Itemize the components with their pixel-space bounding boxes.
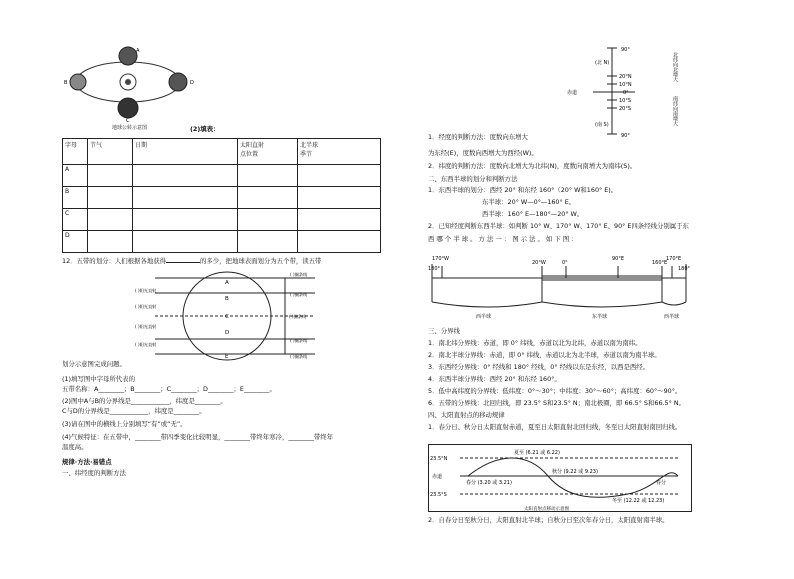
table-header-term: 节气 <box>88 139 133 165</box>
heading-4: 四、太阳直射点的移动规律 <box>428 411 505 419</box>
sun-lat-north: 23.5°N <box>430 456 448 462</box>
earth-orbit-diagram <box>60 42 200 126</box>
table-header-date: 日期 <box>133 139 238 165</box>
para-4b: 西 哪 个 半 球 。 方 法 一 ： 图 示 法 。 如 下 图 ： <box>428 235 578 243</box>
para-6: 2．自春分日至秋分日，太阳直射北半球；自秋分日至次年春分日，太阳直射南半球。 <box>428 516 669 524</box>
zone-left-1: ( )阳光直射 <box>135 288 157 293</box>
five-zones-diagram <box>135 270 335 362</box>
zone-left-2: ( )阳光直射 <box>135 304 157 309</box>
axis-label-170e: 170°E <box>666 256 682 262</box>
axis-end-right: 180° <box>678 266 691 272</box>
para-5: 1．春分日、秋分日太阳直射赤道，夏至日太阳直射北回归线，冬至日太阳直射南回归线。 <box>428 423 682 431</box>
fill-table <box>62 138 381 253</box>
table-title: (2)填表： <box>190 125 220 133</box>
para-3: 1．东西半球的划分：西经 20° 和东经 160°（20° W和160° E)。 <box>428 186 618 194</box>
table-cell[interactable] <box>88 231 133 253</box>
para-3b: 西半球：160° E—180°—20° W。 <box>482 210 584 218</box>
zone-label-c: C <box>225 314 229 320</box>
zone-label-d: D <box>225 330 230 336</box>
lat-south-label: (南 S) <box>595 122 609 128</box>
hemisphere-axis-diagram <box>428 252 692 322</box>
para-2: 2．纬度的判断方法：度数向北增大为北纬(N)，度数向南增大为南纬(S)。 <box>428 162 637 170</box>
table-cell[interactable] <box>238 209 298 231</box>
table-cell[interactable] <box>238 165 298 187</box>
boundary-line-1: 1．南北纬分界线：赤道，即 0° 纬线，赤道以北为北纬，赤道以南为南纬。 <box>428 339 642 347</box>
lat-tick-20s: 20°S <box>619 106 632 112</box>
sun-point-spring-2: 春分 <box>656 480 667 486</box>
q12-text-b: 的多少，把地球表面划分为五个带，读五带 <box>200 257 322 265</box>
table-row-b: B <box>63 187 88 209</box>
q12-text: 12．五带的划分：人们根据各地获得 <box>62 257 166 265</box>
boundary-line-2: 2．南北半球分界线：赤道，即 0° 纬线，赤道以北为北半球，赤道以南为南半球。 <box>428 351 661 359</box>
table-header-position: 太阳直射 点位置 <box>238 139 298 165</box>
para-4: 2．已知经度判断东西半球：如判断 10° W、170° W、170° E、90° E四条经线分别属于东 <box>428 222 689 230</box>
table-cell[interactable] <box>238 187 298 209</box>
zone-label-e: E <box>225 354 229 360</box>
zone-right-4: ( )圈条线 <box>290 354 308 359</box>
axis-label-160e: 160°E <box>652 260 668 266</box>
heading-3: 三、分界线 <box>428 327 460 335</box>
hemi-label-west-2: 西半球 <box>664 314 680 320</box>
question-2b: C与D的分界线是____________，纬度是________。 <box>62 407 206 415</box>
lat-right-top: 北纬向北增大 <box>672 52 678 82</box>
heading-2: 二、东西半球的划分和判断方法 <box>428 175 518 183</box>
boundary-line-4: 4．东西半球分界线：西经 20° 和东经 160°。 <box>428 375 561 383</box>
zone-label-b: B <box>225 296 229 302</box>
table-cell[interactable] <box>298 209 381 231</box>
sun-movement-diagram <box>428 444 692 512</box>
lat-equator-label: 赤道 <box>567 90 578 96</box>
sun-point-summer: 夏至 (6.21 或 6.22) <box>514 450 560 456</box>
table-cell[interactable] <box>298 165 381 187</box>
table-cell[interactable] <box>298 231 381 253</box>
hemi-label-west: 西半球 <box>476 314 492 320</box>
lat-right-bottom: 南纬向南增大 <box>672 96 678 126</box>
sun-point-winter: 冬至 (12.22 或 12.23) <box>612 498 665 504</box>
table-cell[interactable] <box>133 187 238 209</box>
sun-point-autumn: 秋分 (9.22 或 9.23) <box>552 469 598 475</box>
axis-end-left: 180° <box>428 266 441 272</box>
axis-label-90e: 90°E <box>612 256 625 262</box>
table-row-a: A <box>63 165 88 187</box>
boundary-line-3: 3．东西经分界线：0° 经线和 180° 经线，0° 经线以东是东经，以西是西经。 <box>428 363 650 371</box>
lat-tick-10n: 10°N <box>619 82 632 88</box>
orbit-caption: 地球公转示意图 <box>112 125 148 131</box>
table-cell[interactable] <box>298 187 381 209</box>
lat-tick-20n: 20°N <box>619 74 632 80</box>
axis-label-0: 0° <box>562 260 568 266</box>
question-4b: 温度高。 <box>62 443 88 451</box>
hemi-label-east: 东半球 <box>592 314 608 320</box>
table-header-letter: 字母 <box>63 139 88 165</box>
lat-tick-0: 0° <box>623 90 629 96</box>
table-row-d: D <box>63 231 88 253</box>
table-cell[interactable] <box>88 209 133 231</box>
sun-point-spring: 春分 (3.20 或 3.21) <box>466 480 512 486</box>
section-subtitle: 一、纬经度的判断方法 <box>62 469 126 477</box>
orbit-label-a: A <box>136 48 140 54</box>
section-title: 规律·方法·易错点 <box>62 458 112 466</box>
question-2: (2)图中A与B的分界线是____________，纬度是________。 <box>62 397 227 405</box>
para-3a: 东半球：20° W—0°—160° E。 <box>482 198 576 206</box>
axis-label-170w: 170°W <box>432 256 449 262</box>
table-cell[interactable] <box>133 165 238 187</box>
latitude-diagram <box>555 46 695 138</box>
boundary-line-5: 5．低中高纬度的分界线：低纬度：0°～30°；中纬度：30°～60°；高纬度：60°～90°。 <box>428 387 682 395</box>
orbit-label-d: D <box>190 80 194 86</box>
table-row-c: C <box>63 209 88 231</box>
sun-lat-south: 23.5°S <box>430 492 447 498</box>
table-cell[interactable] <box>238 231 298 253</box>
q12-line1 <box>62 258 321 264</box>
axis-label-20w: 20°W <box>532 260 546 266</box>
lat-tick-90n: 90° <box>621 47 630 53</box>
table-cell[interactable] <box>88 165 133 187</box>
lat-tick-10s: 10°S <box>619 98 632 104</box>
sun-lat-equator: 赤道 <box>432 474 443 480</box>
para-1b: 为东经(E)，度数向西增大为西经(W)。 <box>428 149 538 157</box>
table-header-season: 北半球 季节 <box>298 139 381 165</box>
boundary-line-6: 6．五带的分界线：北回归线，即 23.5° S和23.5° N；南北极圈，即 66.5° S和66.5° N。 <box>428 399 686 407</box>
zone-left-4: ( )阳光直射 <box>135 342 157 347</box>
table-cell[interactable] <box>88 187 133 209</box>
lat-tick-90s: 90° <box>621 133 630 139</box>
zone-left-3: ( )阳光直射 <box>135 324 157 329</box>
para-1: 1．经度的判断方法：度数向东增大 <box>428 133 528 141</box>
zone-right-3: ( )圈条线 <box>290 338 308 343</box>
question-3: (3)请在图中的横线上分别填写“有”或“无”。 <box>62 420 187 428</box>
lat-north-label: (北 N) <box>595 60 610 66</box>
question-4: (4)气候特征：在五带中，________带四季变化比较明显，________带终年寒冷，________带终年 <box>62 433 334 441</box>
orbit-label-c: C <box>126 118 130 124</box>
zone-bracket-label: ( )圈条线 <box>289 314 307 319</box>
question-1: (1)填写图中字母所代表的 <box>62 375 135 383</box>
sun-caption: 太阳直射点移动示意图 <box>524 507 569 512</box>
zone-label-a: A <box>225 280 229 286</box>
orbit-label-b: B <box>64 80 68 86</box>
question-1b: 五带名称：A________；B________；C________；D________；E________。 <box>62 385 276 393</box>
table-cell[interactable] <box>133 231 238 253</box>
caption-under: 划分示意图完成问题。 <box>62 360 126 368</box>
zone-right-2: ( )圈条线 <box>290 292 308 297</box>
table-cell[interactable] <box>133 209 238 231</box>
zone-right-1: ( )圈条线 <box>290 272 308 277</box>
